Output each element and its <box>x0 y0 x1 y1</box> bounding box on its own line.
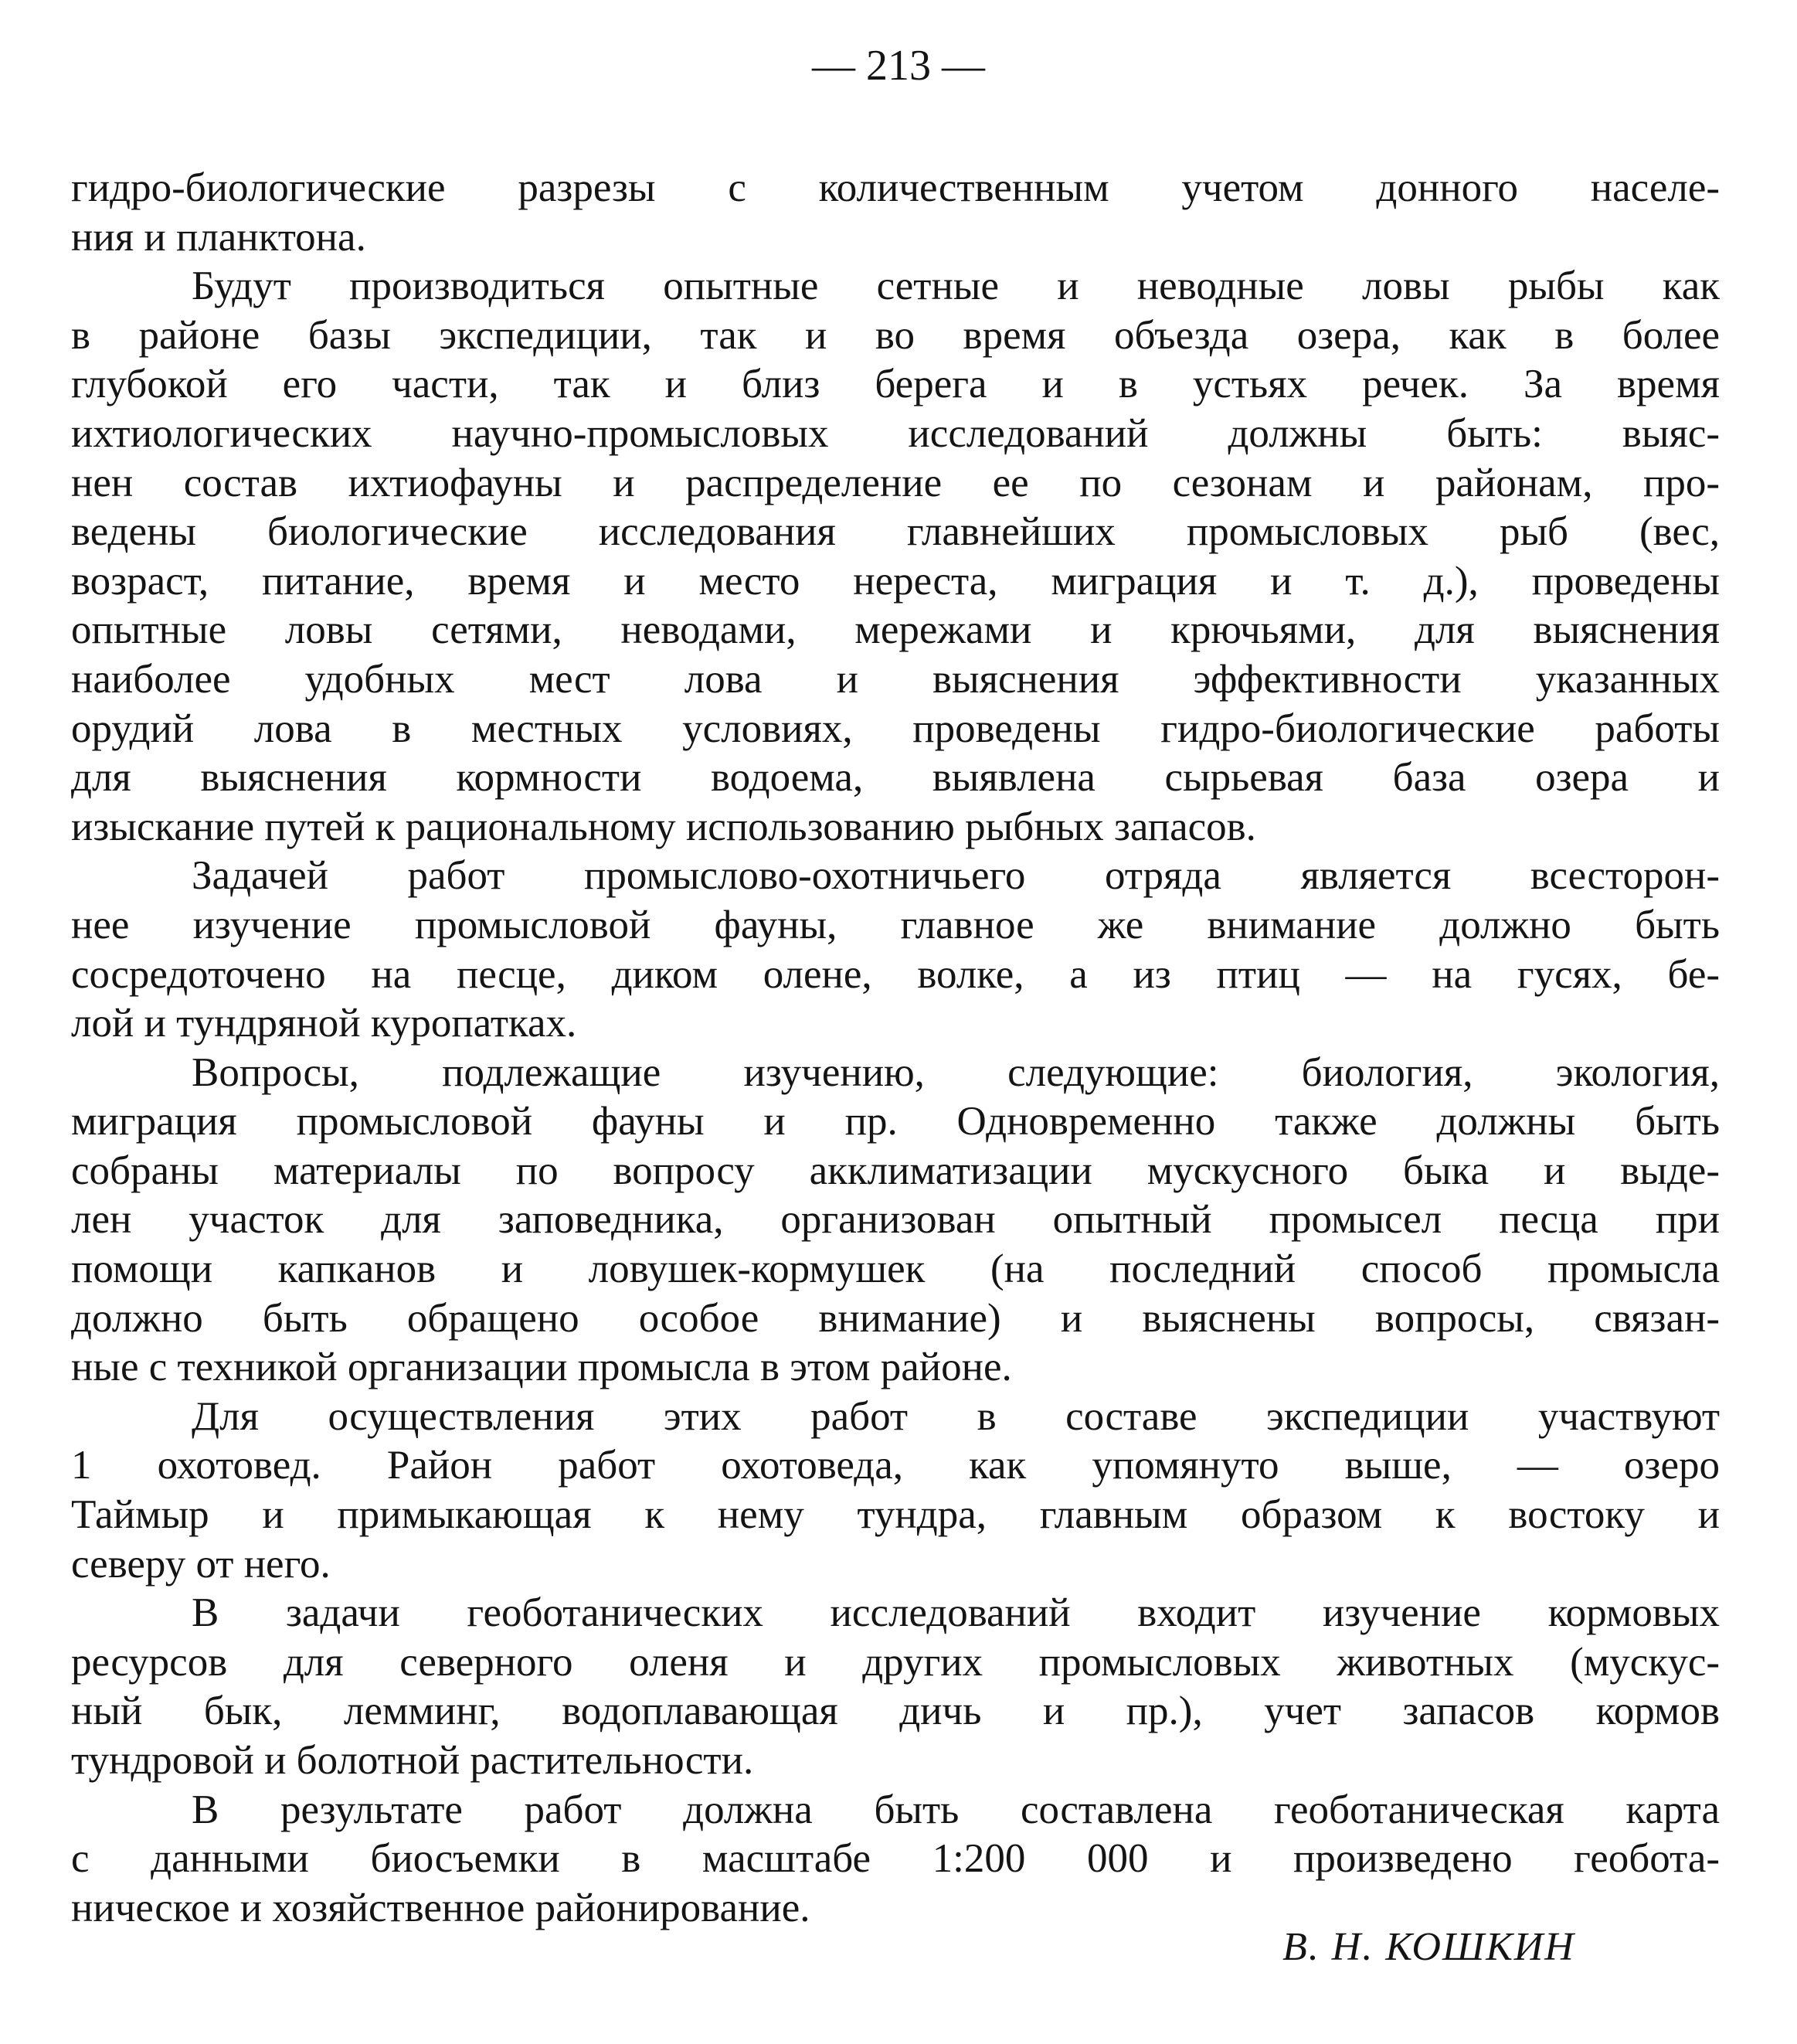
text-line: ихтиологических научно-промысловых исследований должны быть: выяс- <box>71 410 1720 456</box>
text-line: В задачи геоботанических исследований входит изучение кормовых <box>192 1590 1720 1636</box>
text-line: сосредоточено на песце, диком олене, волке, а из птиц — на гусях, бе- <box>71 951 1720 997</box>
text-line: В результате работ должна быть составлена геоботаническая карта <box>192 1787 1720 1832</box>
text-line: ресурсов для северного оленя и других промысловых животных (мускус- <box>71 1639 1720 1685</box>
author-signature: В. Н. КОШКИН <box>1282 1925 1575 1969</box>
text-line: должно быть обращено особое внимание) и выяснены вопросы, связан- <box>71 1295 1720 1341</box>
text-line: 1 охотовед. Район работ охотоведа, как упомянуто выше, — озеро <box>71 1443 1720 1488</box>
text-line: возраст, питание, время и место нереста, миграция и т. д.), проведены <box>71 558 1720 604</box>
text-line: ния и планктона. <box>71 214 366 260</box>
text-line: опытные ловы сетями, неводами, мережами и крючьями, для выяснения <box>71 607 1720 653</box>
text-line: гидро-биологические разрезы с количественным учетом донного населе- <box>71 165 1720 210</box>
text-line: собраны материалы по вопросу акклиматизации мускусного быка и выде- <box>71 1148 1720 1193</box>
text-line: помощи капканов и ловушек-кормушек (на последний способ промысла <box>71 1246 1720 1292</box>
paragraph <box>71 852 1720 1048</box>
page-number: — 213 — <box>812 42 985 90</box>
paragraph <box>71 1589 1720 1785</box>
text-line: Таймыр и примыкающая к нему тундра, главным образом к востоку и <box>71 1492 1720 1538</box>
text-line: орудий лова в местных условиях, проведены гидро-биологические работы <box>71 706 1720 751</box>
text-line: тундровой и болотной растительности. <box>71 1738 754 1783</box>
text-line: Задачей работ промыслово-охотничьего отряда является всесторон- <box>192 853 1720 899</box>
text-line: наиболее удобных мест лова и выяснения эффективности указанных <box>71 656 1720 702</box>
text-line: северу от него. <box>71 1541 331 1587</box>
text-line: глубокой его части, так и близ берега и в устьях речек. За время <box>71 362 1720 407</box>
text-line: лен участок для заповедника, организован опытный промысел песца при <box>71 1197 1720 1243</box>
text-line: ный бык, лемминг, водоплавающая дичь и пр.), учет запасов кормов <box>71 1689 1720 1734</box>
text-line: миграция промысловой фауны и пр. Одновременно также должны быть <box>71 1099 1720 1144</box>
text-line: ническое и хозяйственное районирование. <box>71 1885 810 1930</box>
text-line: нее изучение промысловой фауны, главное же внимание должно быть <box>71 902 1720 947</box>
text-line: Вопросы, подлежащие изучению, следующие: биология, экология, <box>192 1049 1720 1095</box>
text-line: нен состав ихтиофауны и распределение ее по сезонам и районам, про- <box>71 460 1720 505</box>
paragraph <box>71 1393 1720 1589</box>
body-text <box>71 164 1720 1933</box>
paragraph <box>71 262 1720 852</box>
paragraph <box>71 1049 1720 1393</box>
text-line: Для осуществления этих работ в составе экспедиции участвуют <box>192 1393 1720 1439</box>
text-line: лой и тундряной куропатках. <box>71 1001 577 1046</box>
text-line: с данными биосъемки в масштабе 1:200 000 и произведено геобота- <box>71 1836 1720 1882</box>
text-line: Будут производиться опытные сетные и неводные ловы рыбы как <box>192 264 1720 309</box>
paragraph <box>71 164 1720 262</box>
text-line: для выяснения кормности водоема, выявлена сырьевая база озера и <box>71 755 1720 801</box>
text-line: изыскание путей к рациональному использованию рыбных запасов. <box>71 804 1256 849</box>
text-line: ведены биологические исследования главнейших промысловых рыб (вес, <box>71 509 1720 555</box>
paragraph <box>71 1786 1720 1933</box>
text-line: ные с техникой организации промысла в этом районе. <box>71 1345 1012 1390</box>
text-line: в районе базы экспедиции, так и во время объезда озера, как в более <box>71 312 1720 358</box>
